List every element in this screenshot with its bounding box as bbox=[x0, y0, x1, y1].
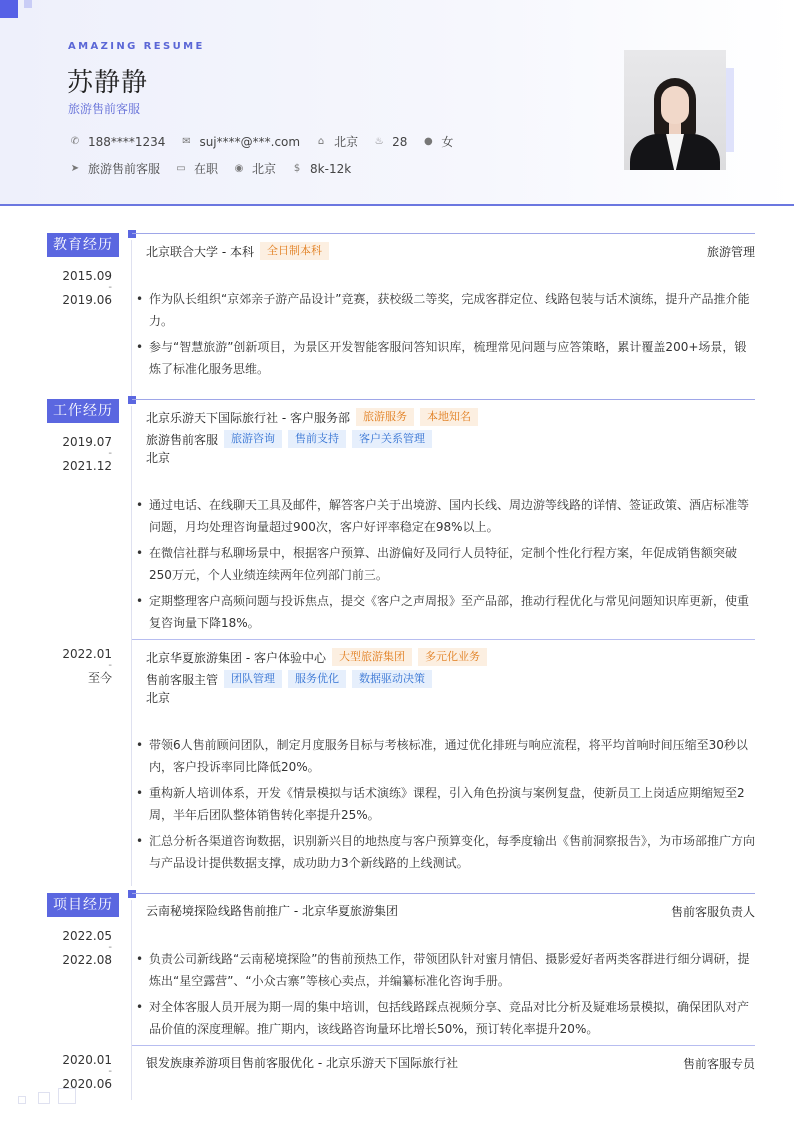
candidate-name: 苏静静 bbox=[67, 68, 149, 98]
work-location: 北京 bbox=[146, 451, 171, 465]
position-name: 旅游售前客服 bbox=[146, 432, 219, 447]
timeline-line bbox=[131, 240, 132, 396]
info-city: ⌂ 北京 bbox=[314, 133, 358, 150]
list-item: • 参与“智慧旅游”创新项目，为景区开发智能客服问答知识库，梳理常见问题与应答策略，累计覆盖200+场景，锻炼了标准化服务思维。 bbox=[135, 336, 755, 380]
info-target-city: ◉ 北京 bbox=[232, 160, 276, 177]
education-major: 旅游管理 bbox=[706, 245, 755, 259]
project-date: 2020.01 - 2020.06 bbox=[62, 1053, 112, 1091]
work-position-row bbox=[146, 430, 432, 448]
list-item: • 负责公司新线路“云南秘境探险”的售前预热工作，带领团队针对蜜月情侣、摄影爱好者两类客群进行细分调研，提炼出“星空露营”、“小众古寨”等核心卖点，并编纂标准化咨询手册。 bbox=[135, 948, 755, 992]
position-tag: 售前支持 bbox=[288, 430, 346, 448]
section-divider bbox=[132, 893, 755, 894]
location-icon: ◉ bbox=[234, 163, 244, 174]
home-icon: ⌂ bbox=[317, 136, 325, 147]
footer-decoration bbox=[58, 1088, 76, 1104]
education-date: 2015.09 - 2019.06 bbox=[62, 269, 112, 307]
info-salary: $ 8k-12k bbox=[290, 162, 351, 176]
project-name: 云南秘境探险线路售前推广 - 北京华夏旅游集团 bbox=[146, 904, 398, 918]
work-position-row bbox=[146, 670, 432, 688]
info-target-role: ➤ 旅游售前客服 bbox=[68, 160, 160, 177]
info-status: ▭ 在职 bbox=[174, 160, 218, 177]
position-name: 售前客服主管 bbox=[146, 672, 219, 687]
profile-photo bbox=[624, 50, 726, 170]
section-marker bbox=[128, 396, 136, 404]
section-marker bbox=[128, 230, 136, 238]
list-item: • 汇总分析各渠道咨询数据，识别新兴目的地热度与客户预算变化，每季度输出《售前洞察报告》，为市场部推广方向与产品设计提供数据支撑，成功助力3个新线路的上线测试。 bbox=[135, 830, 755, 874]
list-item: • 重构新人培训体系，开发《情景模拟与话术演练》课程，引入角色扮演与案例复盘，使新员工上岗适应期缩短至2周，半年后团队整体销售转化率提升25%。 bbox=[135, 782, 755, 826]
contact-row bbox=[68, 133, 467, 150]
position-tag: 团队管理 bbox=[224, 670, 282, 688]
info-email: ✉ suj****@***.com bbox=[179, 135, 300, 149]
section-marker bbox=[128, 890, 136, 898]
candidate-role: 旅游售前客服 bbox=[68, 102, 141, 116]
project-role: 售前客服专员 bbox=[682, 1057, 755, 1071]
cake-icon: ♨ bbox=[374, 136, 384, 147]
education-tag: 全日制本科 bbox=[260, 242, 329, 260]
position-tag: 服务优化 bbox=[288, 670, 346, 688]
corner-decoration bbox=[0, 0, 18, 18]
list-item: • 在微信社群与私聊场景中，根据客户预算、出游偏好及同行人员特征，定制个性化行程方案，年促成销售额突破250万元，个人业绩连续两年位列部门前三。 bbox=[135, 542, 755, 586]
section-divider bbox=[132, 233, 755, 234]
gender-icon: ● bbox=[424, 136, 433, 147]
list-item: • 带领6人售前顾问团队，制定月度服务目标与考核标准，通过优化排班与响应流程，将平均首响时间压缩至30秒以内，客户投诉率同比降低20%。 bbox=[135, 734, 755, 778]
info-gender: ● 女 bbox=[421, 133, 453, 150]
send-icon: ➤ bbox=[70, 163, 80, 174]
work-company-row bbox=[146, 648, 487, 666]
list-item: • 定期整理客户高频问题与投诉焦点，提交《客户之声周报》至产品部，推动行程优化与常见问题知识库更新，使重复咨询量下降18%。 bbox=[135, 590, 755, 634]
work-date: 2019.07 - 2021.12 bbox=[62, 435, 112, 473]
intent-row bbox=[68, 160, 365, 177]
footer-decoration bbox=[18, 1096, 26, 1104]
project-name: 银发族康养游项目售前客服优化 - 北京乐游天下国际旅行社 bbox=[146, 1056, 458, 1070]
work-bullets bbox=[135, 494, 755, 638]
section-title-education: 教育经历 bbox=[47, 233, 119, 257]
position-tag: 数据驱动决策 bbox=[352, 670, 432, 688]
position-tag: 客户关系管理 bbox=[352, 430, 432, 448]
school-name: 北京联合大学 - 本科 bbox=[146, 244, 254, 259]
mail-icon: ✉ bbox=[182, 136, 191, 147]
education-bullets bbox=[135, 288, 755, 384]
entry-divider bbox=[132, 1045, 755, 1046]
work-bullets bbox=[135, 734, 755, 878]
corner-decoration-small bbox=[24, 0, 32, 8]
project-role: 售前客服负责人 bbox=[670, 905, 755, 919]
section-divider bbox=[132, 399, 755, 400]
entry-divider bbox=[132, 639, 755, 640]
list-item: • 对全体客服人员开展为期一周的集中培训，包括线路踩点视频分享、竞品对比分析及疑难场景模拟，确保团队对产品价值的深度理解。推广期内，该线路咨询量环比增长50%，预订转化率提升20%。 bbox=[135, 996, 755, 1040]
list-item: • 通过电话、在线聊天工具及邮件，解答客户关于出境游、国内长线、周边游等线路的详情、签证政策、酒店标准等问题，月均处理咨询量超过900次，客户好评率稳定在98%以上。 bbox=[135, 494, 755, 538]
company-tag: 旅游服务 bbox=[356, 408, 414, 426]
timeline-line bbox=[131, 900, 132, 1100]
timeline-line bbox=[131, 406, 132, 886]
company-tag: 大型旅游集团 bbox=[332, 648, 412, 666]
company-tag: 本地知名 bbox=[420, 408, 478, 426]
money-icon: $ bbox=[293, 163, 301, 174]
brand-label: AMAZING RESUME bbox=[68, 41, 205, 52]
company-name: 北京乐游天下国际旅行社 - 客户服务部 bbox=[146, 410, 350, 425]
project-date: 2022.05 - 2022.08 bbox=[62, 929, 112, 967]
work-company-row bbox=[146, 408, 478, 426]
list-item: • 作为队长组织“京郊亲子游产品设计”竞赛，获校级二等奖，完成客群定位、线路包装与话术演练，提升产品推介能力。 bbox=[135, 288, 755, 332]
company-name: 北京华夏旅游集团 - 客户体验中心 bbox=[146, 650, 326, 665]
work-location: 北京 bbox=[146, 691, 171, 705]
education-school-row bbox=[146, 242, 329, 260]
project-bullets bbox=[135, 948, 755, 1044]
position-tag: 旅游咨询 bbox=[224, 430, 282, 448]
info-age: ♨ 28 bbox=[372, 135, 407, 149]
section-title-work: 工作经历 bbox=[47, 399, 119, 423]
phone-icon: ✆ bbox=[70, 136, 80, 147]
resume-header bbox=[0, 0, 794, 206]
work-date: 2022.01 - 至今 bbox=[62, 647, 112, 685]
footer-decoration bbox=[38, 1092, 50, 1104]
company-tag: 多元化业务 bbox=[418, 648, 487, 666]
briefcase-icon: ▭ bbox=[176, 163, 186, 174]
section-title-projects: 项目经历 bbox=[47, 893, 119, 917]
info-phone: ✆ 188****1234 bbox=[68, 135, 165, 149]
